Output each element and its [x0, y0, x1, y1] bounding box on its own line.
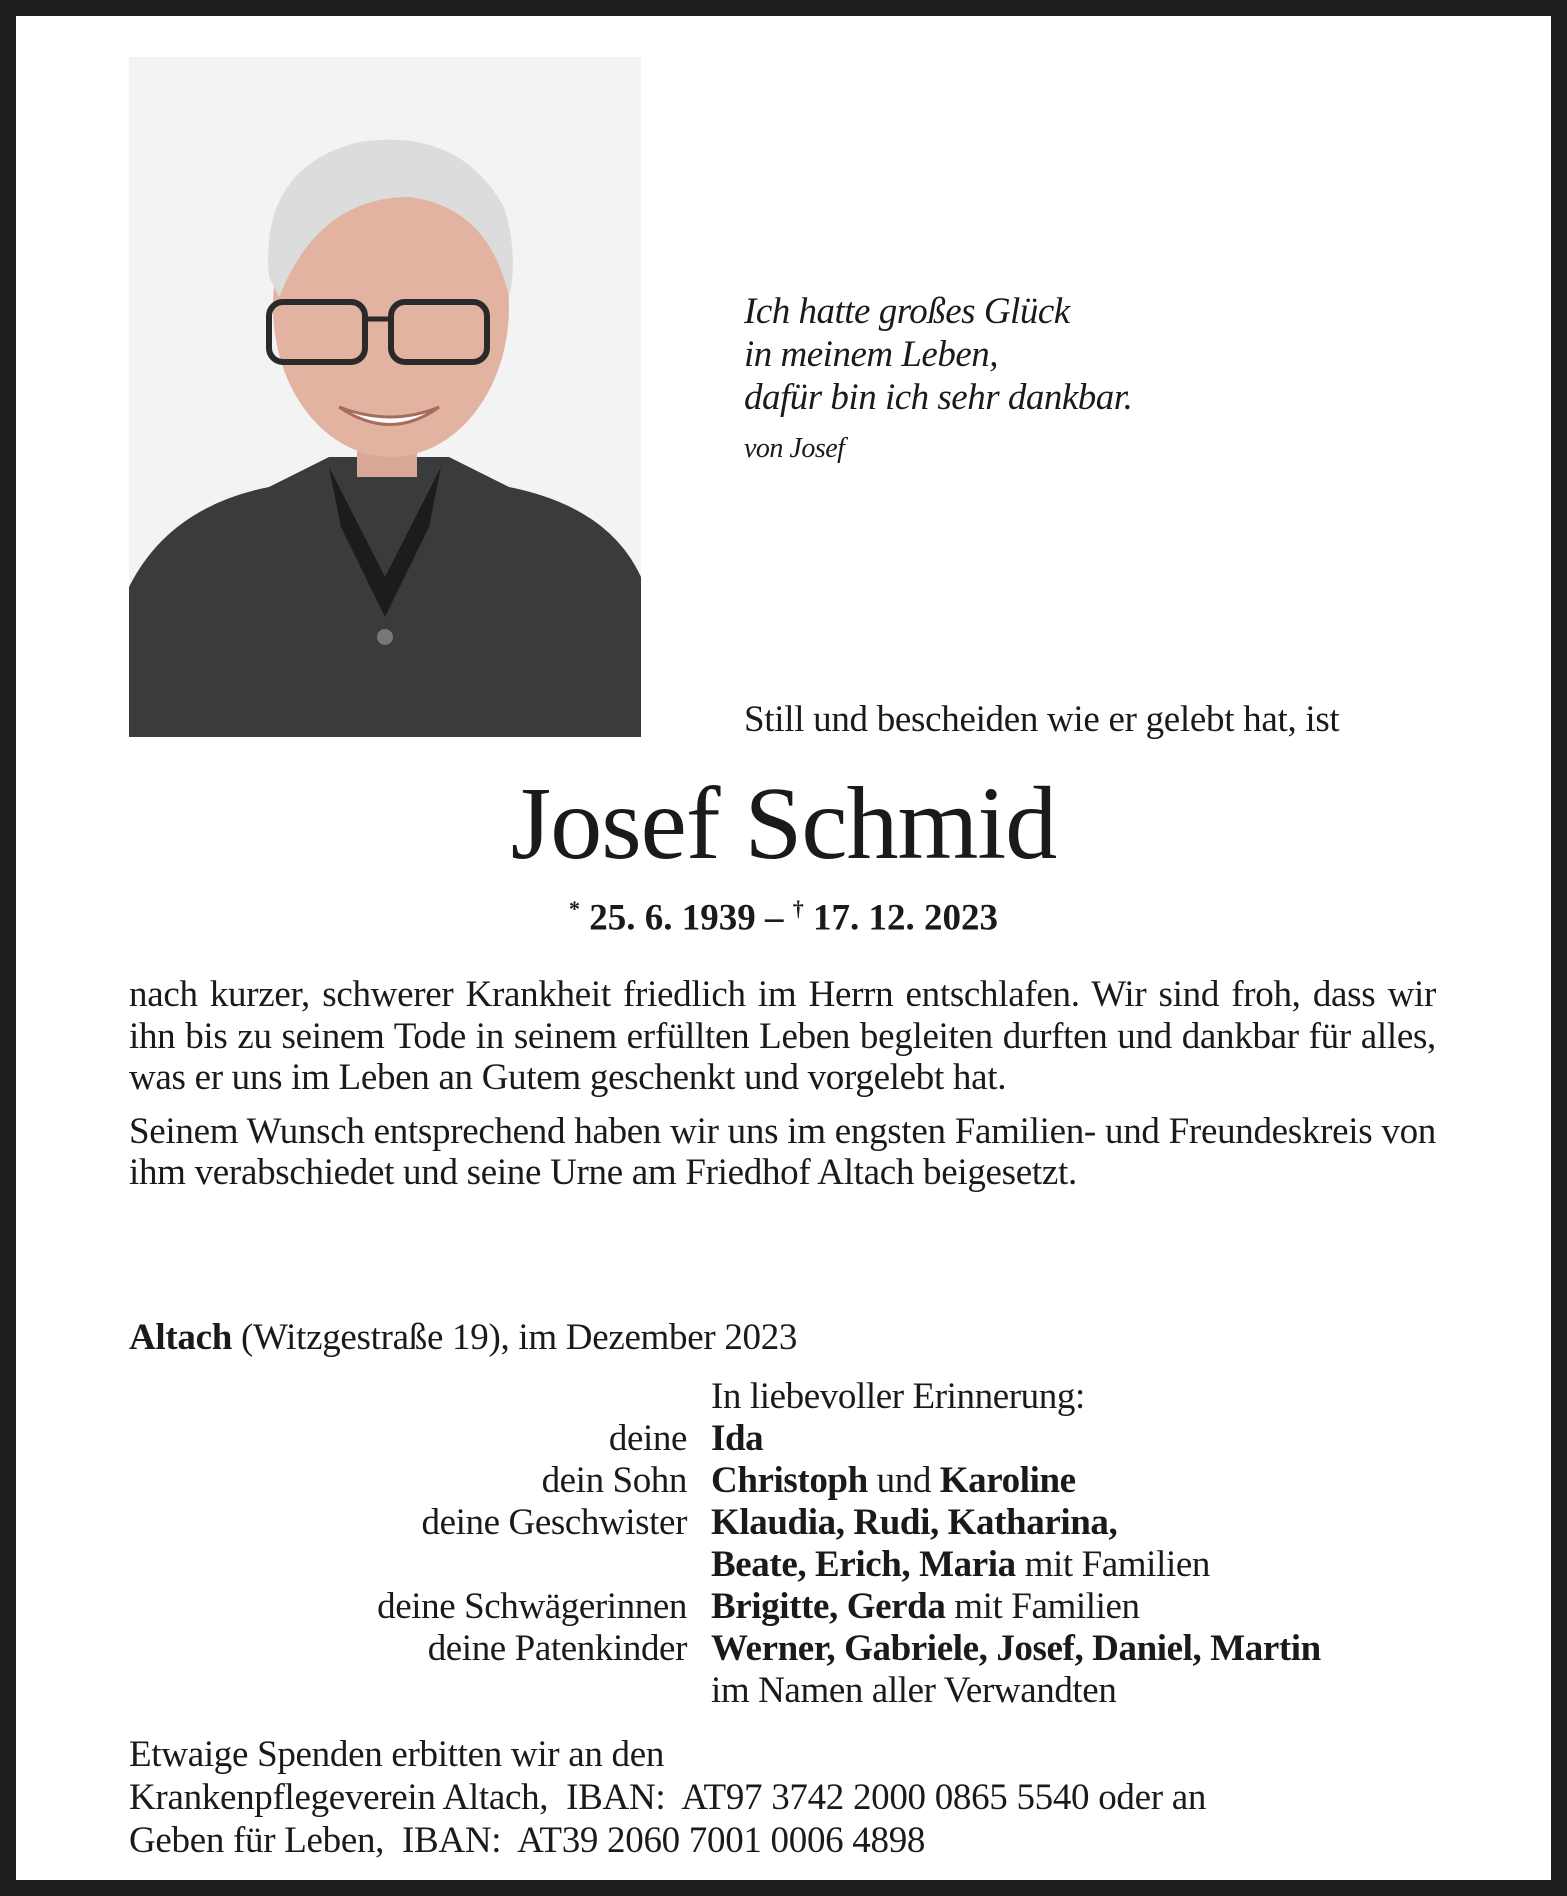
quote-line: Ich hatte großes Glück [744, 291, 1070, 332]
connector: und [867, 1460, 940, 1501]
family-row [129, 1544, 1459, 1586]
family-names: Klaudia, Rudi, Katharina, [711, 1502, 1118, 1543]
family-row [129, 1586, 1459, 1628]
town: Altach [129, 1317, 233, 1358]
death-date: 17. 12. 2023 [813, 897, 998, 939]
relation-label [129, 1544, 711, 1586]
suffix: mit Familien [945, 1586, 1140, 1627]
family-closing: im Namen aller Verwandten [711, 1670, 1117, 1711]
portrait-photo [129, 57, 641, 737]
family-names: Werner, Gabriele, Josef, Daniel, Martin [711, 1628, 1321, 1669]
family-list [129, 1376, 1459, 1712]
family-row [129, 1460, 1459, 1502]
relation-label: dein Sohn [541, 1460, 687, 1501]
relation-label: deine Geschwister [421, 1502, 687, 1543]
body-paragraph: nach kurzer, schwerer Krankheit friedlich im Herrn entschlafen. Wir sind froh, dass wir ihn bis zu seinem Tode in seinem erfüllten Leben begleiten durften und dankbar für alles, was er uns im Leben an Gutem geschenkt und vorgelebt hat. [129, 974, 1436, 1098]
family-names: Karoline [939, 1460, 1076, 1501]
deceased-name: Josef Schmid [510, 766, 1057, 881]
donation-line: Geben für Leben, IBAN: AT39 2060 7001 0006 4898 [129, 1820, 926, 1861]
family-heading: In liebevoller Erinnerung: [711, 1376, 1085, 1417]
family-row [129, 1418, 1459, 1460]
announcement-body [129, 974, 1436, 1206]
relation-label: deine [608, 1418, 687, 1459]
relation-label: deine Patenkinder [427, 1628, 687, 1669]
obituary-page [16, 16, 1551, 1880]
quote-attribution: von Josef [744, 433, 845, 464]
date-separator: – [765, 897, 784, 939]
donation-line: Etwaige Spenden erbitten wir an den [129, 1734, 665, 1775]
family-names: Beate, Erich, Maria [711, 1544, 1016, 1585]
family-names: Ida [711, 1418, 764, 1459]
quote-line: dafür bin ich sehr dankbar. [744, 377, 1133, 418]
donation-info [129, 1733, 1206, 1862]
place-date [129, 1316, 797, 1359]
body-paragraph: Seinem Wunsch entsprechend haben wir uns im engsten Familien- und Freundeskreis von ihm verabschiedet und seine Urne am Friedhof Altach beigesetzt. [129, 1110, 1436, 1193]
life-dates [16, 896, 1551, 939]
relation-label: deine Schwägerinnen [377, 1586, 687, 1627]
suffix: mit Familien [1015, 1544, 1210, 1585]
quote [744, 290, 1132, 470]
family-names: Brigitte, Gerda [711, 1586, 946, 1627]
family-row [129, 1502, 1459, 1544]
family-names: Christoph [711, 1460, 868, 1501]
birth-symbol: * [569, 896, 580, 921]
death-symbol: † [792, 896, 804, 921]
birth-date: 25. 6. 1939 [589, 897, 756, 939]
intro-text: Still und bescheiden wie er gelebt hat, ist [744, 699, 1340, 740]
address-date: (Witzgestraße 19), im Dezember 2023 [232, 1317, 798, 1358]
quote-line: in meinem Leben, [744, 334, 999, 375]
family-row [129, 1628, 1459, 1670]
donation-line: Krankenpflegeverein Altach, IBAN: AT97 3742 2000 0865 5540 oder an [129, 1777, 1207, 1818]
